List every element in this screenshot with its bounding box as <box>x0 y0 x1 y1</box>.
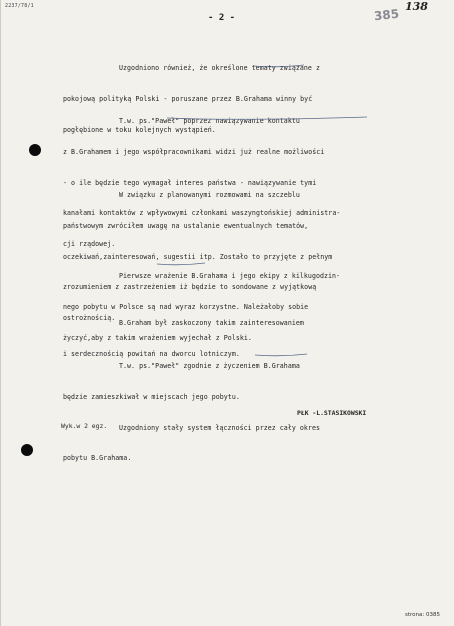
paragraph-line: - o ile będzie tego wymagał interes państwa - nawiązywanie tymi <box>63 178 317 187</box>
paragraph-line: pogłębione w toku kolejnych wystąpień. <box>63 125 216 134</box>
paragraph-line: i serdecznością powitań na dworcu lotniczym. <box>63 350 240 359</box>
paragraph-line: życzyć,aby z takim wrażeniem wyjechał z Polski. <box>63 333 252 342</box>
stamped-page-number: 385 <box>373 6 400 24</box>
paragraph-line: zrozumieniem z zastrzeżeniem iż będzie to sondowane z wyjątkową <box>63 283 317 292</box>
paragraph-line: będzie zamieszkiwał w miejscach jego pobytu. <box>63 393 240 402</box>
page-footer: strona: 0385 <box>405 612 440 618</box>
paragraph-line: nego pobytu w Polsce są nad wyraz korzystne. Należałoby sobie <box>63 303 309 312</box>
handwritten-page-number: 138 <box>405 0 428 13</box>
paragraph-line: Pierwsze wrażenie B.Grahama i jego ekipy z kilkugodzin- <box>119 272 341 281</box>
paragraph-line: T.w. ps."Paweł" zgodnie z życzeniem B.Grahama <box>119 362 300 371</box>
paragraph-line: W związku z planowanymi rozmowami na szczeblu <box>119 191 300 200</box>
paragraph-line: państwowym zwróciłem uwagę na ustalanie ewentualnych tematów, <box>63 222 309 231</box>
archive-reference: 2237/78/1 <box>5 3 34 9</box>
paragraph-line: T.w. ps."Paweł" poprzez nawiązywanie kontaktu <box>119 117 300 126</box>
paragraph-line: Uzgodniony stały system łączności przez cały okres <box>119 423 320 432</box>
paragraph-line: pokojową polityką Polski - poruszane przez B.Grahama winny być <box>63 95 313 104</box>
paragraph-line: B.Graham był zaskoczony takim zainteresowaniem <box>119 319 304 328</box>
pen-underline-marks <box>1 0 454 626</box>
paragraph-line: cji rządowej. <box>63 239 116 248</box>
paragraph-line: oczekiwań,zainteresowań, sugestii itp. Zostało to przyjęte z pełnym <box>63 252 333 261</box>
pen-underline <box>254 65 304 67</box>
page-number: - 2 - <box>208 13 236 23</box>
paragraph-line: ostrożnością. <box>63 313 116 322</box>
copies-note: Wyk.w 2 egz. <box>61 422 108 430</box>
paragraph-line: pobytu B.Grahama. <box>63 454 132 463</box>
pen-underline <box>255 354 307 356</box>
paragraph-line: Uzgodniono również, że określone tematy związane z <box>119 64 320 73</box>
pen-underline <box>167 117 367 119</box>
paragraph-line: z B.Grahamem i jego współpracownikami widzi już realne możliwości <box>63 148 325 157</box>
signature-line: PŁK -L.STASIKOWSKI <box>297 409 367 417</box>
pen-underline <box>157 263 205 265</box>
paragraph-line: kanałami kontaktów z wpływowymi członkami waszyngtońskiej administra- <box>63 209 341 218</box>
